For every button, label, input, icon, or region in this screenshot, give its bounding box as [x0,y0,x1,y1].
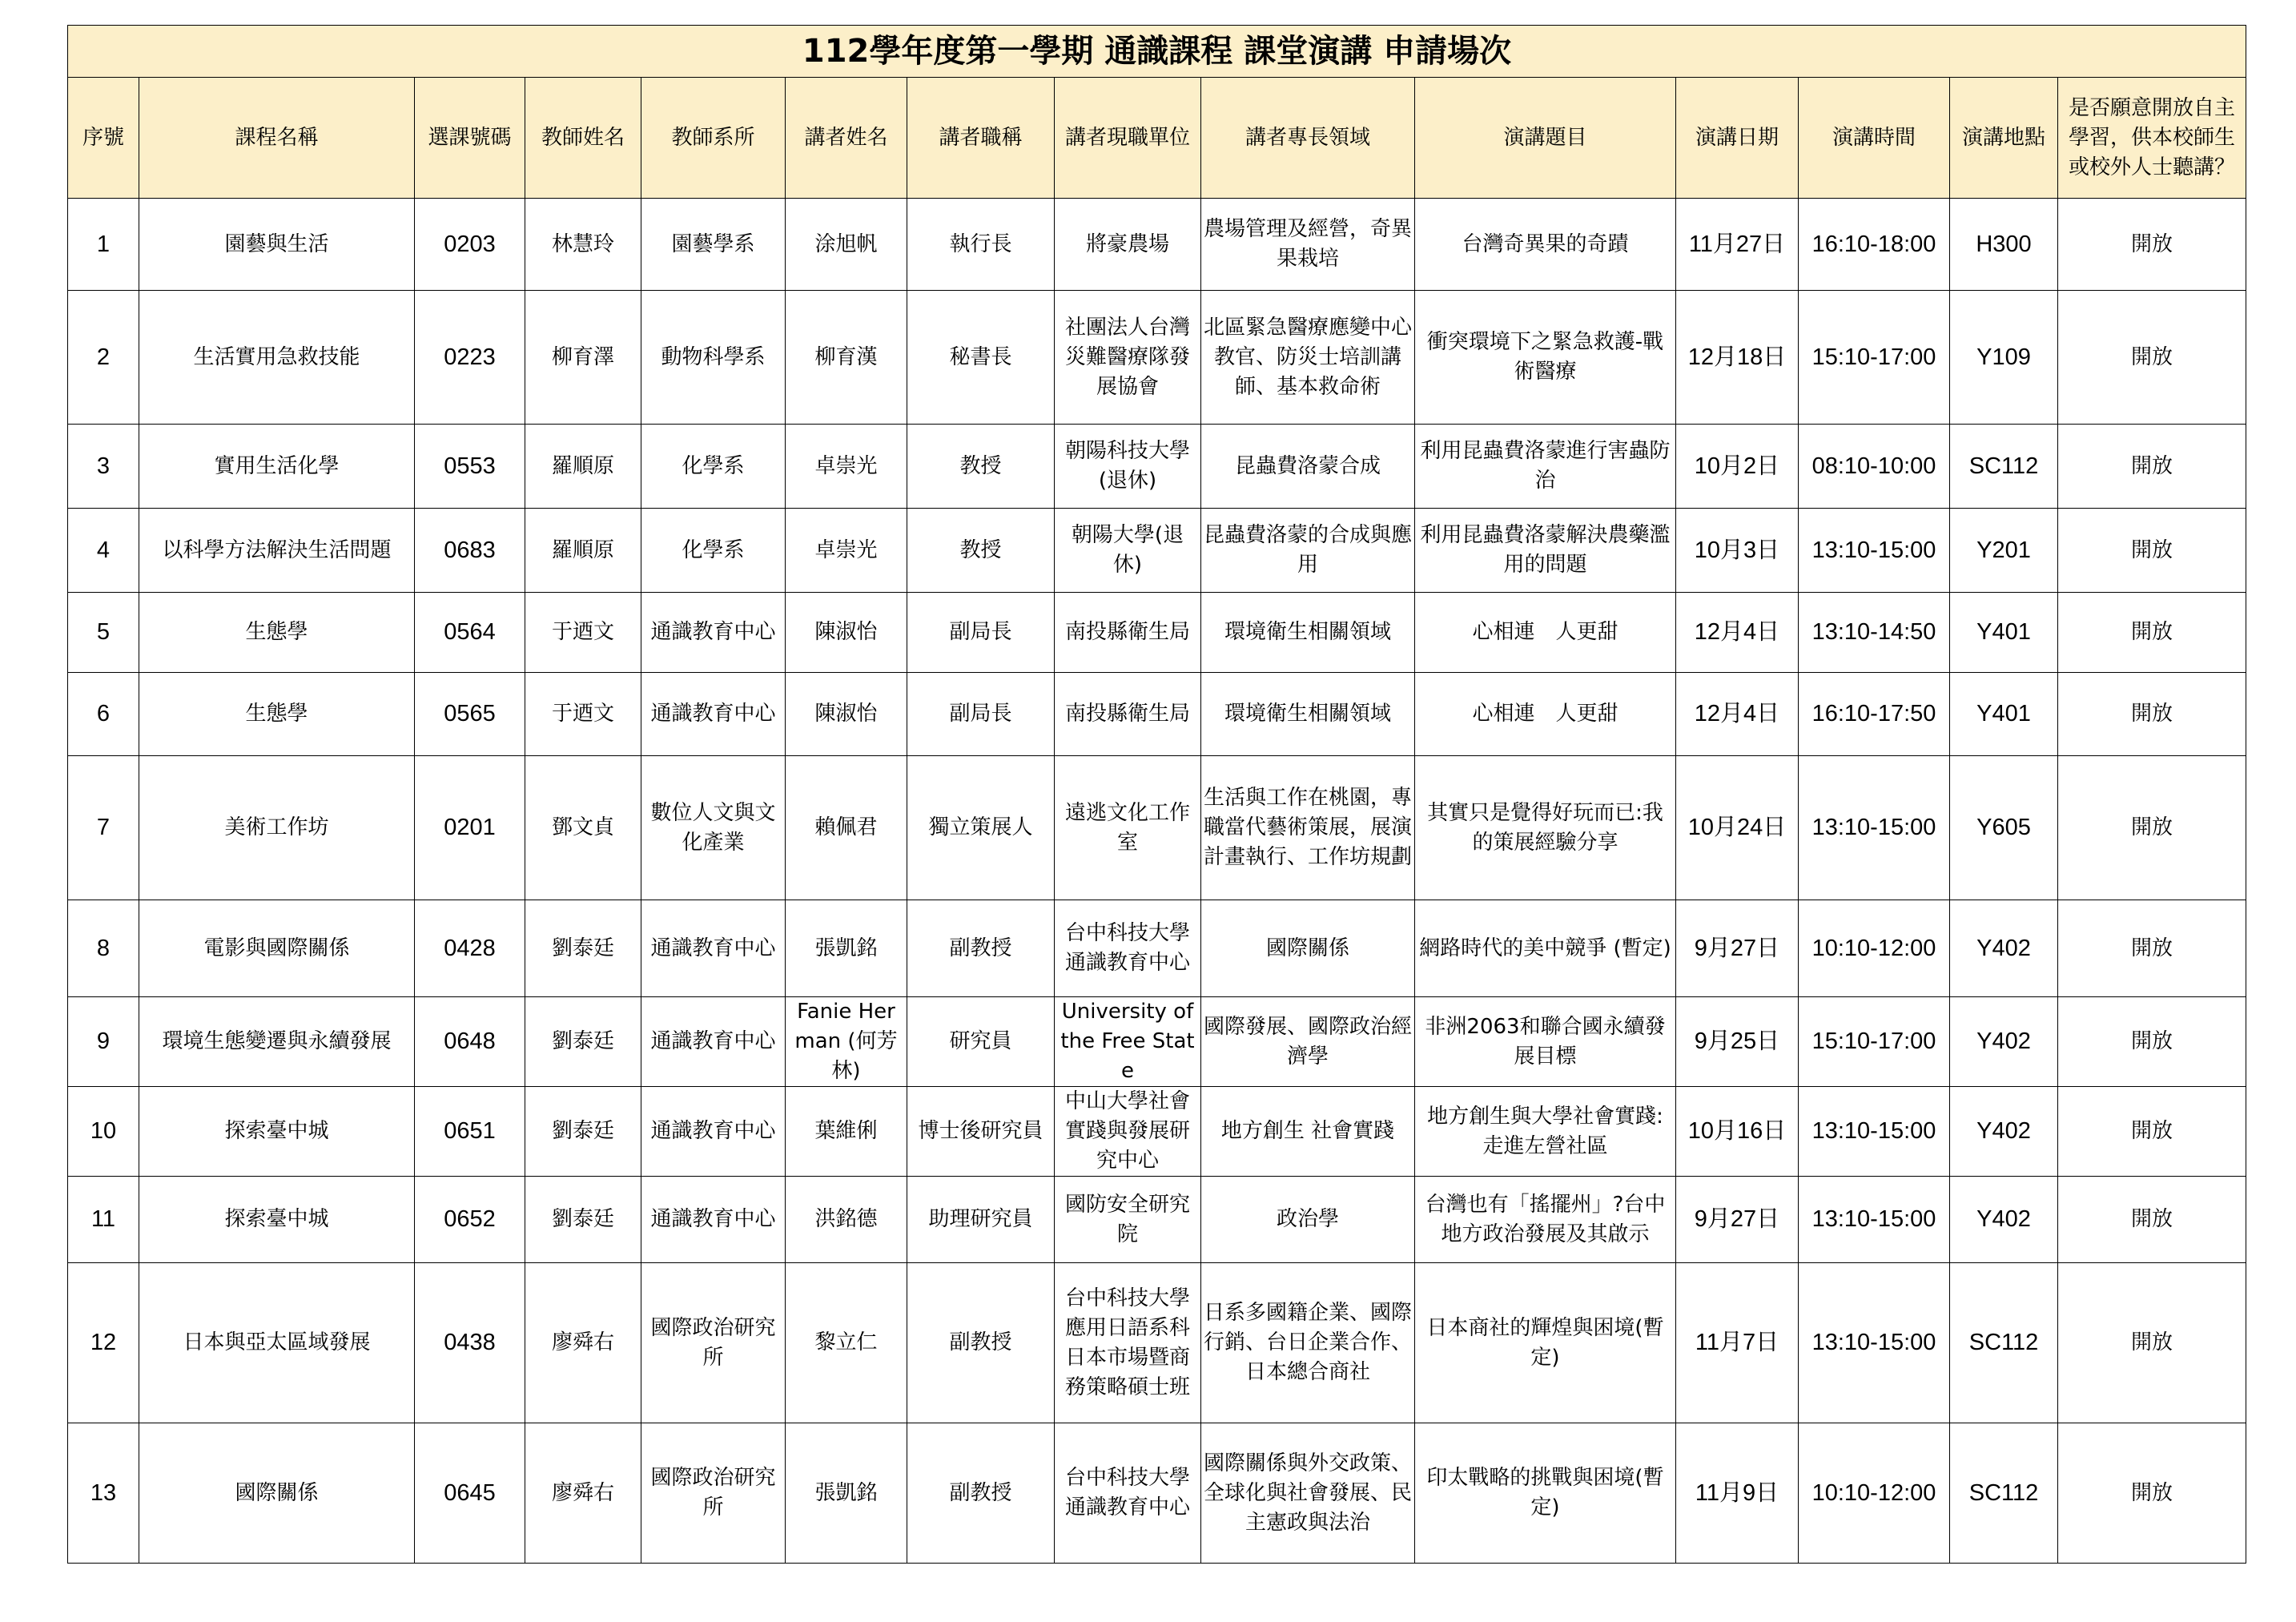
cell-lecture-time: 13:10-15:00 [1799,756,1950,900]
cell-speaker-title: 副教授 [907,1263,1055,1423]
cell-teacher-name: 柳育澤 [525,291,641,425]
cell-course-name: 電影與國際關係 [139,900,415,997]
cell-teacher-name: 于迺文 [525,673,641,756]
cell-lecture-venue: Y402 [1950,900,2058,997]
cell-speaker-expertise: 國際關係與外交政策、全球化與社會發展、民主憲政與法治 [1201,1423,1415,1564]
cell-speaker-org: 台中科技大學應用日語系科日本市場暨商務策略碩士班 [1055,1263,1201,1423]
column-header-seq: 序號 [68,78,139,199]
cell-course-name: 國際關係 [139,1423,415,1564]
cell-speaker-expertise: 昆蟲費洛蒙合成 [1201,425,1415,509]
cell-course-code: 0564 [415,593,525,673]
table-row [68,509,2246,593]
cell-open-to-public: 開放 [2058,756,2246,900]
cell-lecture-venue: Y605 [1950,756,2058,900]
cell-speaker-title: 教授 [907,509,1055,593]
cell-speaker-expertise: 日系多國籍企業、國際行銷、台日企業合作、日本總合商社 [1201,1263,1415,1423]
cell-lecture-time: 13:10-14:50 [1799,593,1950,673]
table-row [68,291,2246,425]
cell-open-to-public: 開放 [2058,997,2246,1087]
column-header-speaker-expertise: 講者專長領域 [1201,78,1415,199]
cell-seq: 2 [68,291,139,425]
cell-speaker-org: 中山大學社會實踐與發展研究中心 [1055,1087,1201,1177]
cell-teacher-dept: 通識教育中心 [641,997,786,1087]
cell-speaker-expertise: 地方創生 社會實踐 [1201,1087,1415,1177]
cell-speaker-title: 秘書長 [907,291,1055,425]
table-row [68,1423,2246,1564]
cell-speaker-name: 柳育漢 [786,291,907,425]
cell-teacher-dept: 國際政治研究所 [641,1263,786,1423]
table-row [68,199,2246,291]
cell-open-to-public: 開放 [2058,1087,2246,1177]
cell-teacher-name: 林慧玲 [525,199,641,291]
cell-speaker-name: 張凱銘 [786,1423,907,1564]
cell-speaker-expertise: 國際發展、國際政治經濟學 [1201,997,1415,1087]
cell-lecture-topic: 心相連 人更甜 [1415,673,1676,756]
cell-lecture-topic: 非洲2063和聯合國永續發展目標 [1415,997,1676,1087]
cell-course-code: 0645 [415,1423,525,1564]
cell-speaker-org: 朝陽大學(退休) [1055,509,1201,593]
cell-speaker-expertise: 國際關係 [1201,900,1415,997]
cell-lecture-date: 12月4日 [1676,673,1799,756]
cell-course-code: 0438 [415,1263,525,1423]
cell-lecture-venue: Y402 [1950,1177,2058,1263]
cell-speaker-expertise: 昆蟲費洛蒙的合成與應用 [1201,509,1415,593]
cell-speaker-expertise: 政治學 [1201,1177,1415,1263]
cell-lecture-date: 12月18日 [1676,291,1799,425]
cell-lecture-time: 08:10-10:00 [1799,425,1950,509]
cell-lecture-time: 10:10-12:00 [1799,1423,1950,1564]
cell-lecture-date: 10月2日 [1676,425,1799,509]
cell-lecture-venue: H300 [1950,199,2058,291]
cell-seq: 3 [68,425,139,509]
cell-teacher-dept: 化學系 [641,425,786,509]
cell-seq: 9 [68,997,139,1087]
cell-speaker-name: 黎立仁 [786,1263,907,1423]
cell-lecture-venue: SC112 [1950,1423,2058,1564]
sheet-title: 112學年度第一學期 通識課程 課堂演講 申請場次 [68,26,2246,78]
cell-speaker-name: 洪銘德 [786,1177,907,1263]
cell-lecture-time: 10:10-12:00 [1799,900,1950,997]
table-row [68,997,2246,1087]
cell-speaker-org: 南投縣衛生局 [1055,673,1201,756]
cell-lecture-date: 9月27日 [1676,900,1799,997]
cell-teacher-name: 劉泰廷 [525,900,641,997]
cell-course-name: 以科學方法解決生活問題 [139,509,415,593]
cell-speaker-name: 葉維俐 [786,1087,907,1177]
cell-speaker-org: 遠逃文化工作室 [1055,756,1201,900]
cell-speaker-org: 南投縣衛生局 [1055,593,1201,673]
cell-lecture-topic: 地方創生與大學社會實踐:走進左營社區 [1415,1087,1676,1177]
cell-lecture-topic: 日本商社的輝煌與困境(暫定) [1415,1263,1676,1423]
cell-teacher-name: 廖舜右 [525,1263,641,1423]
cell-lecture-time: 13:10-15:00 [1799,509,1950,593]
cell-lecture-topic: 心相連 人更甜 [1415,593,1676,673]
column-header-lecture-date: 演講日期 [1676,78,1799,199]
cell-seq: 13 [68,1423,139,1564]
column-header-teacher-dept: 教師系所 [641,78,786,199]
column-header-course-name: 課程名稱 [139,78,415,199]
table-row [68,593,2246,673]
table-row [68,900,2246,997]
cell-lecture-date: 9月27日 [1676,1177,1799,1263]
cell-speaker-org: 國防安全研究院 [1055,1177,1201,1263]
cell-speaker-org: 將豪農場 [1055,199,1201,291]
cell-course-code: 0652 [415,1177,525,1263]
cell-course-name: 探索臺中城 [139,1177,415,1263]
cell-teacher-dept: 通識教育中心 [641,593,786,673]
cell-lecture-time: 15:10-17:00 [1799,997,1950,1087]
cell-teacher-name: 羅順原 [525,425,641,509]
table-row [68,1263,2246,1423]
cell-open-to-public: 開放 [2058,673,2246,756]
column-header-teacher-name: 教師姓名 [525,78,641,199]
cell-speaker-title: 助理研究員 [907,1177,1055,1263]
cell-teacher-name: 羅順原 [525,509,641,593]
cell-lecture-topic: 利用昆蟲費洛蒙進行害蟲防治 [1415,425,1676,509]
cell-lecture-venue: Y401 [1950,673,2058,756]
column-header-speaker-org: 講者現職單位 [1055,78,1201,199]
cell-speaker-name: 賴佩君 [786,756,907,900]
cell-course-code: 0651 [415,1087,525,1177]
header-row [68,78,2246,199]
cell-lecture-topic: 印太戰略的挑戰與困境(暫定) [1415,1423,1676,1564]
cell-lecture-topic: 利用昆蟲費洛蒙解決農藥濫用的問題 [1415,509,1676,593]
cell-course-name: 生態學 [139,593,415,673]
cell-seq: 1 [68,199,139,291]
cell-seq: 8 [68,900,139,997]
cell-lecture-time: 16:10-18:00 [1799,199,1950,291]
cell-speaker-org: 台中科技大學通識教育中心 [1055,1423,1201,1564]
cell-lecture-date: 9月25日 [1676,997,1799,1087]
cell-seq: 11 [68,1177,139,1263]
column-header-lecture-topic: 演講題目 [1415,78,1676,199]
cell-speaker-expertise: 環境衛生相關領域 [1201,593,1415,673]
cell-course-name: 探索臺中城 [139,1087,415,1177]
cell-lecture-time: 13:10-15:00 [1799,1263,1950,1423]
cell-seq: 5 [68,593,139,673]
cell-speaker-org: 朝陽科技大學(退休) [1055,425,1201,509]
cell-open-to-public: 開放 [2058,593,2246,673]
cell-lecture-venue: Y109 [1950,291,2058,425]
column-header-open-to-public: 是否願意開放自主學習，供本校師生或校外人士聽講？ [2058,78,2246,199]
column-header-speaker-title: 講者職稱 [907,78,1055,199]
cell-speaker-name: 卓崇光 [786,509,907,593]
cell-lecture-time: 13:10-15:00 [1799,1177,1950,1263]
cell-open-to-public: 開放 [2058,199,2246,291]
cell-lecture-topic: 其實只是覺得好玩而已:我的策展經驗分享 [1415,756,1676,900]
cell-course-name: 美術工作坊 [139,756,415,900]
cell-teacher-dept: 園藝學系 [641,199,786,291]
cell-lecture-date: 10月3日 [1676,509,1799,593]
cell-teacher-name: 于迺文 [525,593,641,673]
cell-lecture-date: 10月16日 [1676,1087,1799,1177]
cell-course-code: 0648 [415,997,525,1087]
cell-lecture-topic: 台灣也有「搖擺州」?台中地方政治發展及其啟示 [1415,1177,1676,1263]
table-row [68,1087,2246,1177]
cell-speaker-expertise: 環境衛生相關領域 [1201,673,1415,756]
cell-speaker-title: 副局長 [907,673,1055,756]
cell-lecture-date: 11月27日 [1676,199,1799,291]
cell-lecture-venue: Y401 [1950,593,2058,673]
cell-speaker-expertise: 北區緊急醫療應變中心教官、防災士培訓講師、基本救命術 [1201,291,1415,425]
cell-lecture-venue: SC112 [1950,1263,2058,1423]
cell-teacher-dept: 通識教育中心 [641,673,786,756]
cell-lecture-venue: Y201 [1950,509,2058,593]
cell-speaker-org: University of the Free State [1055,997,1201,1087]
cell-lecture-topic: 衝突環境下之緊急救護-戰術醫療 [1415,291,1676,425]
cell-speaker-title: 研究員 [907,997,1055,1087]
cell-open-to-public: 開放 [2058,1177,2246,1263]
cell-lecture-venue: Y402 [1950,1087,2058,1177]
cell-speaker-expertise: 農場管理及經營，奇異果栽培 [1201,199,1415,291]
cell-open-to-public: 開放 [2058,509,2246,593]
cell-speaker-name: 卓崇光 [786,425,907,509]
cell-speaker-name: 陳淑怡 [786,673,907,756]
cell-course-name: 生態學 [139,673,415,756]
column-header-speaker-name: 講者姓名 [786,78,907,199]
cell-seq: 10 [68,1087,139,1177]
cell-speaker-title: 獨立策展人 [907,756,1055,900]
cell-speaker-org: 社團法人台灣災難醫療隊發展協會 [1055,291,1201,425]
cell-lecture-topic: 網路時代的美中競爭 (暫定) [1415,900,1676,997]
cell-open-to-public: 開放 [2058,1263,2246,1423]
cell-course-code: 0203 [415,199,525,291]
cell-speaker-name: 涂旭帆 [786,199,907,291]
table-row [68,673,2246,756]
column-header-lecture-venue: 演講地點 [1950,78,2058,199]
table-body [68,199,2246,1564]
cell-open-to-public: 開放 [2058,425,2246,509]
cell-lecture-date: 11月7日 [1676,1263,1799,1423]
cell-teacher-dept: 通識教育中心 [641,1177,786,1263]
cell-lecture-date: 12月4日 [1676,593,1799,673]
cell-course-name: 日本與亞太區域發展 [139,1263,415,1423]
cell-open-to-public: 開放 [2058,291,2246,425]
cell-lecture-venue: SC112 [1950,425,2058,509]
column-header-lecture-time: 演講時間 [1799,78,1950,199]
cell-teacher-name: 鄧文貞 [525,756,641,900]
lecture-schedule-table [67,25,2246,1564]
cell-seq: 12 [68,1263,139,1423]
cell-lecture-time: 15:10-17:00 [1799,291,1950,425]
cell-teacher-name: 廖舜右 [525,1423,641,1564]
cell-lecture-time: 13:10-15:00 [1799,1087,1950,1177]
cell-teacher-name: 劉泰廷 [525,1177,641,1263]
cell-course-name: 實用生活化學 [139,425,415,509]
cell-lecture-date: 10月24日 [1676,756,1799,900]
cell-open-to-public: 開放 [2058,900,2246,997]
cell-speaker-name: 陳淑怡 [786,593,907,673]
cell-teacher-dept: 國際政治研究所 [641,1423,786,1564]
cell-lecture-date: 11月9日 [1676,1423,1799,1564]
cell-teacher-name: 劉泰廷 [525,997,641,1087]
cell-course-name: 園藝與生活 [139,199,415,291]
cell-teacher-dept: 動物科學系 [641,291,786,425]
cell-speaker-title: 副局長 [907,593,1055,673]
cell-teacher-dept: 通識教育中心 [641,900,786,997]
table-row [68,756,2246,900]
cell-lecture-venue: Y402 [1950,997,2058,1087]
table-row [68,1177,2246,1263]
cell-teacher-dept: 通識教育中心 [641,1087,786,1177]
column-header-course-code: 選課號碼 [415,78,525,199]
cell-lecture-time: 16:10-17:50 [1799,673,1950,756]
cell-speaker-title: 教授 [907,425,1055,509]
cell-speaker-expertise: 生活與工作在桃園，專職當代藝術策展，展演計畫執行、工作坊規劃 [1201,756,1415,900]
cell-speaker-org: 台中科技大學通識教育中心 [1055,900,1201,997]
cell-course-code: 0683 [415,509,525,593]
table-row [68,425,2246,509]
cell-speaker-title: 執行長 [907,199,1055,291]
cell-course-code: 0428 [415,900,525,997]
cell-teacher-dept: 化學系 [641,509,786,593]
cell-speaker-title: 副教授 [907,1423,1055,1564]
cell-seq: 4 [68,509,139,593]
cell-seq: 7 [68,756,139,900]
cell-speaker-name: 張凱銘 [786,900,907,997]
cell-open-to-public: 開放 [2058,1423,2246,1564]
cell-speaker-title: 副教授 [907,900,1055,997]
cell-course-code: 0201 [415,756,525,900]
cell-course-code: 0223 [415,291,525,425]
cell-speaker-name: Fanie Herman (何芳林) [786,997,907,1087]
cell-course-name: 生活實用急救技能 [139,291,415,425]
cell-course-code: 0565 [415,673,525,756]
cell-lecture-topic: 台灣奇異果的奇蹟 [1415,199,1676,291]
cell-course-code: 0553 [415,425,525,509]
cell-teacher-name: 劉泰廷 [525,1087,641,1177]
cell-course-name: 環境生態變遷與永續發展 [139,997,415,1087]
cell-speaker-title: 博士後研究員 [907,1087,1055,1177]
cell-teacher-dept: 數位人文與文化產業 [641,756,786,900]
cell-seq: 6 [68,673,139,756]
